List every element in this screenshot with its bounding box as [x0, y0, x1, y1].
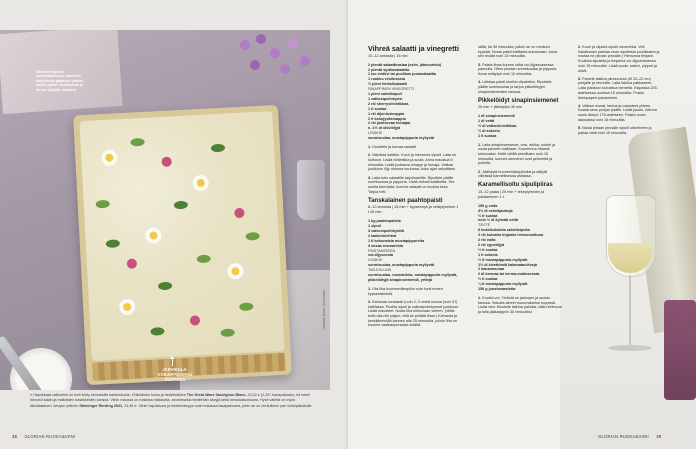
step-text: Kuori ja viipaloi sipulit ohueneksi. Voit halutessasi paistaa osan sipuleista puolikkaina ja nostaa ne piiraan pinnalle.) Hienonna timjami. Kuullota sipuleita ja timjamia voi-öljyseoksessa noin 15 minuuttia. Lisää suola, sokeri, pippuri ja oliivit.	[578, 45, 660, 73]
recipe-meta-mustard-seeds: 20 min + jäähdytys 30 min	[478, 105, 523, 110]
step-number: 1.	[478, 142, 483, 147]
step-number: 2.	[578, 45, 583, 49]
ingredient-item: 1 iso endiivi tai puolikas punasalaattia	[368, 72, 437, 77]
step-number: 1.	[368, 145, 373, 150]
ingredient-item: 2 pientä sydänsalaattia	[368, 67, 410, 72]
step-number: 3.	[578, 76, 583, 81]
page-number: 38	[12, 434, 18, 439]
ingredient-list-salad	[368, 63, 460, 142]
ingredient-item: 2 laakerinlehteä	[368, 233, 397, 238]
ingredient-item: 6 keskikokoista salottisipulia	[478, 228, 530, 233]
step-text: Leikkaa paisti ohuiksi viipaleiksi. Ripottele päälle sormisuolaa ja tarjoa pikkelöityjen sinapinsiementen kanssa.	[478, 80, 552, 94]
ingredient-item: noin ½ dl kylmää vettä	[478, 218, 519, 223]
ingredient-item: 2 rkl voita	[478, 238, 496, 243]
ingredient-section-label: LISÄKSI	[368, 131, 383, 136]
footer-brand: GLORIAN RUOKA&VIINI	[24, 434, 76, 439]
ingredient-item: 1 dl vettä	[478, 118, 495, 123]
step-number: 4.	[578, 103, 583, 108]
photo-callout: JÄRVIKALA-VOILEIPÄKAKKU VUOASSA	[157, 367, 193, 382]
ingredient-item: 1 valkosipulinkynsi	[368, 96, 403, 101]
ingredient-item: sormisuolaa, mustapippuria myllystä	[368, 263, 435, 268]
caption-wine-2: Steininger Riesling 2021,	[79, 403, 124, 408]
recipe-step	[578, 77, 660, 101]
step-text: Huuhtele ja kuivaa salaatit.	[372, 145, 417, 150]
wine-glass	[600, 195, 660, 355]
step-number: 2.	[368, 153, 373, 158]
ingredient-item: 3 oksaa rosmariinia	[368, 243, 404, 248]
recipe-step	[368, 300, 460, 328]
ingredient-item: 1 sipuli	[368, 224, 381, 229]
step-text: Valmista kastike. Kuori ja hienonna sipulit. Laita ne kulhoon. Lisää viinietikka ja suola. Anna maustua 5 minuuttia. Lisää juokseva sinappi ja hunaja. Vatkaa joukkoon öljy ohuena nauhana, koko ajan sekoittaen.	[368, 153, 457, 172]
recipe-step	[368, 145, 460, 150]
step-number: 2.	[478, 169, 483, 174]
ingredient-item: 3 valkosipulinkynttä	[368, 228, 404, 233]
recipe-step	[368, 176, 460, 195]
purple-glass	[664, 300, 696, 400]
ingredient-section-label: TÄYTE	[478, 223, 491, 228]
recipe-step	[478, 170, 562, 179]
step-text: sältä, tai 30 minuuttia, jolloin se on medium kypsää. Nosta paisti kattilasta kuivumaan. Anna sen levätä noin 15 minuuttia.	[478, 45, 558, 59]
recipe-title-salad: Vihreä salaatti ja vinegretti	[368, 44, 459, 53]
page-number: 39	[656, 434, 662, 439]
ingredient-item: 2 rkl kuivattu tinjamia hienonnettuna	[478, 233, 544, 238]
ingredient-item: 2 tl kokojyväsinappia	[368, 116, 406, 121]
recipe-step	[368, 287, 460, 296]
ingredient-section-label: LISÄKSI	[368, 258, 383, 263]
step-number: 3.	[368, 175, 373, 180]
photo-credit: Lautanen ja lasi: Stockmann	[322, 289, 326, 330]
step-text: Kuutioi voi. Yhdistä se jauhojen ja suolan kanssa. Sekoita aineet murumaiseksi nopeasti. Lisää vesi. Muotoile taikina palloksi, kääri kelmuun ja laita jääkaappiin 30 minuutiksi.	[478, 296, 562, 315]
wine-caption	[30, 393, 318, 409]
recipe-step	[478, 296, 562, 315]
left-footer	[12, 434, 75, 439]
recipe-title-mustard-seeds: Pikkelöidyt sinapinsiemenet	[478, 97, 559, 104]
step-text: Nosta piiraan pinnalle sipulit oliiveineen ja paista vielä noin 10 minuuttia.	[578, 126, 652, 135]
sandwich-cake-photo	[0, 30, 330, 390]
step-text: Laita sinapinsiemenet, vesi, etikka, sokeri ja suola pieneen kattilaan. Kuumenna hitaasti kiehuvaksi. Keitä välillä sekoittaen noin 15 minuuttia, kunnes siemenet ovat pehmeitä ja pulleita.	[478, 142, 556, 166]
sandwich-cake	[73, 105, 292, 385]
step-number: 2.	[368, 299, 373, 304]
ingredient-item: 1 pieni salottisipuli	[368, 92, 402, 97]
ingredient-item: 2 rkl rypsiöljyä	[478, 242, 505, 247]
recipe-meta-roastbeef: 8–10 annosta | 15 min + kypsennys ja vetäytyminen 1 t 45 min	[368, 205, 459, 215]
ingredient-item: ¼ tl mustapippuria myllystä	[478, 282, 528, 287]
steps-roastbeef	[368, 287, 460, 328]
caption-lead: Hapokkaat valkoviinit on kuin tehty kermaisille kalaherkuille. Chileläinen kuiva ja hedelmäinen	[33, 393, 186, 397]
ingredient-item: 2 rkl sherryviinietikkaa	[368, 101, 409, 106]
callout-arrow-icon	[172, 357, 173, 366]
ingredient-item: ½ tl mustapippuria myllystä	[478, 257, 528, 262]
water-glass	[297, 160, 325, 220]
caption-end: 14,49 e. Viinin hapokkuus ja hedelmäisyys ovat mukavaa tasapainossa, joten se on herkullinen pari voileipäkakulle.	[124, 403, 313, 408]
step-text: Jäähdytä huoneenlämpöisiksi ja säilytä viileässä kannellisessa astiassa.	[478, 169, 548, 179]
steps-onion-pie	[478, 296, 562, 315]
ingredient-item: 1½ dl kivettömiä kalamataoliiveja	[478, 262, 537, 267]
ingredient-item: ½ pieni fenkolisalaatti	[368, 82, 407, 87]
step-number: 4.	[478, 80, 483, 85]
recipe-step	[478, 80, 562, 94]
recipe-column-1	[368, 45, 460, 332]
steps-mustard-seeds	[478, 143, 562, 179]
steps-roastbeef-cont	[478, 45, 562, 94]
ingredient-item: n. 2½ dl oliiviöljyä	[368, 126, 401, 131]
ingredient-list-roastbeef	[368, 219, 460, 283]
ingredient-item: ½ tl suolaa	[478, 247, 498, 252]
photo-note: Raviolit helposti voileipäkakkuun kauniiksi: Sattyyksiin jätämme tilanne kakun päälle. Muikkulista ja ternan lyijyillä valmiina!	[36, 70, 84, 92]
ingredient-item: 1 ruukku vesikrassia	[368, 77, 405, 82]
step-text: Ota liha huoneenlämpöön noin tunti ennen kypsentämistä.	[368, 286, 443, 296]
ingredient-item: 2 kananmunaa	[478, 267, 505, 272]
recipe-step	[578, 104, 660, 123]
footer-brand: GLORIAN RUOKA&VIINI	[598, 434, 649, 439]
step-text: Kiehauta runsaasti (noin 2–3 veteä isossa (noin 5 l) kattilassa. Puolita sipuli ja valkosipulinkynnet joukkoon. Lisää mausteet. Nosta liha kiehuvaan veteen. (Vettä tulisi olla niin paljon, että se peittää lihan.) Kiehauta ja keskilämmöllä kannen alla 25 minuuttia, jolloin liha on kuumin vaaleanpunaista sisältä.	[368, 299, 460, 328]
recipe-step	[578, 45, 660, 73]
ingredient-list-onion-pie	[478, 204, 562, 292]
ingredient-item: 2 rkl juoksevaa hunajaa	[368, 121, 411, 126]
recipe-step	[578, 126, 660, 135]
recipe-title-roastbeef: Tanskalainen paahtopaisti	[368, 197, 443, 204]
steps-salad	[368, 145, 460, 194]
ingredient-list-mustard-seeds	[478, 114, 562, 139]
ingredient-item: 1 tl kokonaisia mustapippureita	[368, 238, 425, 243]
ingredient-item: 150 g voita	[478, 203, 498, 208]
recipe-meta-onion-pie: 10–12 palaa | 25 min + tekeytyminen ja paistaminen 1 t	[478, 189, 545, 199]
ingredient-section-label: PAISTAMISEEN	[368, 248, 396, 253]
ingredient-item: 1 tl suolaa	[478, 133, 497, 138]
ingredient-item: ½ dl valkoviinietikkaa	[478, 123, 517, 128]
ingredient-item: sormisuolaa, rosmariinia, mustapippuria myllystä, pikkelöityjä sinapinsiemeniä, yrttejä	[368, 273, 458, 282]
ingredient-item: 1 rkl dijoninsinappia	[368, 111, 405, 116]
ingredient-item: voi-öljyseosta	[368, 253, 394, 258]
steps-onion-pie-cont	[578, 45, 660, 135]
recipe-column-2	[478, 45, 562, 318]
step-text: Vatkaa munat, kerma ja mausteet yhteen. Kaada seos pohjan päälle. Lisää juusto. Alenna uunin lämpö 175-asteiseen. Paista uunin alaosassa noin 15 minuuttia.	[578, 103, 657, 122]
recipe-column-3	[578, 45, 660, 139]
recipe-step	[478, 45, 562, 59]
ingredient-item: 2 pientä salaattirasiaa (esim. jäävuoristo)	[368, 62, 442, 67]
lilac-flowers	[230, 30, 320, 110]
ingredient-item: 2 dl kermaa tai kerma-maitoseosta	[478, 272, 540, 277]
caption-wine-1: The Great Wave Sauvignon Blanc,	[186, 393, 247, 397]
caption-mid: 33,02 e (2,25 l hanapakkaus, hd toimii hienosti kalan ja maitoisten kastikkeiden kanssa. Viinin maussa on makeaa raikkautta, aromimaisia hedelmän sävyjä sekä herukkatuoksuna. Hyvä valinta on myös itävaltalainen, kevyen yrttinen	[30, 393, 310, 408]
step-number: 5.	[578, 126, 583, 131]
ingredient-item: 1 tl suolaa	[368, 106, 387, 111]
ingredient-item: 1 kg paahtopaistia	[368, 219, 401, 224]
recipe-step	[368, 153, 460, 172]
ingredient-item: 1 dl sinapinsiemeniä	[478, 114, 515, 119]
recipe-title-onion-pie: Karamellisoitu sipulipiiras	[478, 182, 553, 189]
step-text: Laita kelo salaatille tarjoiluastille. Ripottele päälle sormisuolaa ja pippuria. Lisää reilusti kastiketta. Tee useita kerroksia, kunnes salaatti on korkea keko. Tarjoa heti.	[368, 175, 455, 194]
step-text: Paista lihaa kuuma vähä voi-öljyseoksessa pannulla. Hiero pintaan sormisuolaa ja pippuria. Anna vetäytyä noin 10 minuuttia.	[478, 62, 558, 77]
recipe-step	[478, 63, 562, 77]
bullet-icon: ●	[30, 393, 33, 397]
ingredient-item: ½ tl suolaa	[478, 277, 498, 282]
recipe-meta-salad: 10–12 annosta | 15 min	[368, 53, 408, 58]
recipe-step	[478, 143, 562, 167]
ingredient-item: ½ tl suolaa	[478, 213, 498, 218]
ingredient-section-label: TARJOILUUN	[368, 268, 392, 273]
ingredient-item: sormisuolaa, mustapippuria myllystä	[368, 136, 435, 141]
ingredient-item: 1 tl sokeria	[478, 252, 498, 257]
right-footer	[598, 434, 661, 439]
step-number: 3.	[478, 62, 483, 67]
step-text: Painele taikina piirasvuoan (Ø 20–22 cm) pohjalle ja reunoille. Laita taikina pakkaseen. Laita paistoon kuivattua herneitä. Esipaista 225-asteisessa uunissa 15 minuuttia. Poista leivinpaperi paistoineen.	[578, 76, 658, 100]
step-number: 1.	[478, 296, 483, 300]
ingredient-item: 150 g juustoraastetta	[478, 287, 516, 292]
ingredient-section-label: SINAPPINEN VINEGRETTI	[368, 87, 415, 92]
step-number: 1.	[368, 286, 373, 291]
ingredient-item: ½ dl sokeria	[478, 128, 500, 133]
ingredient-item: 3½ dl vehnäjauhoja	[478, 208, 513, 213]
